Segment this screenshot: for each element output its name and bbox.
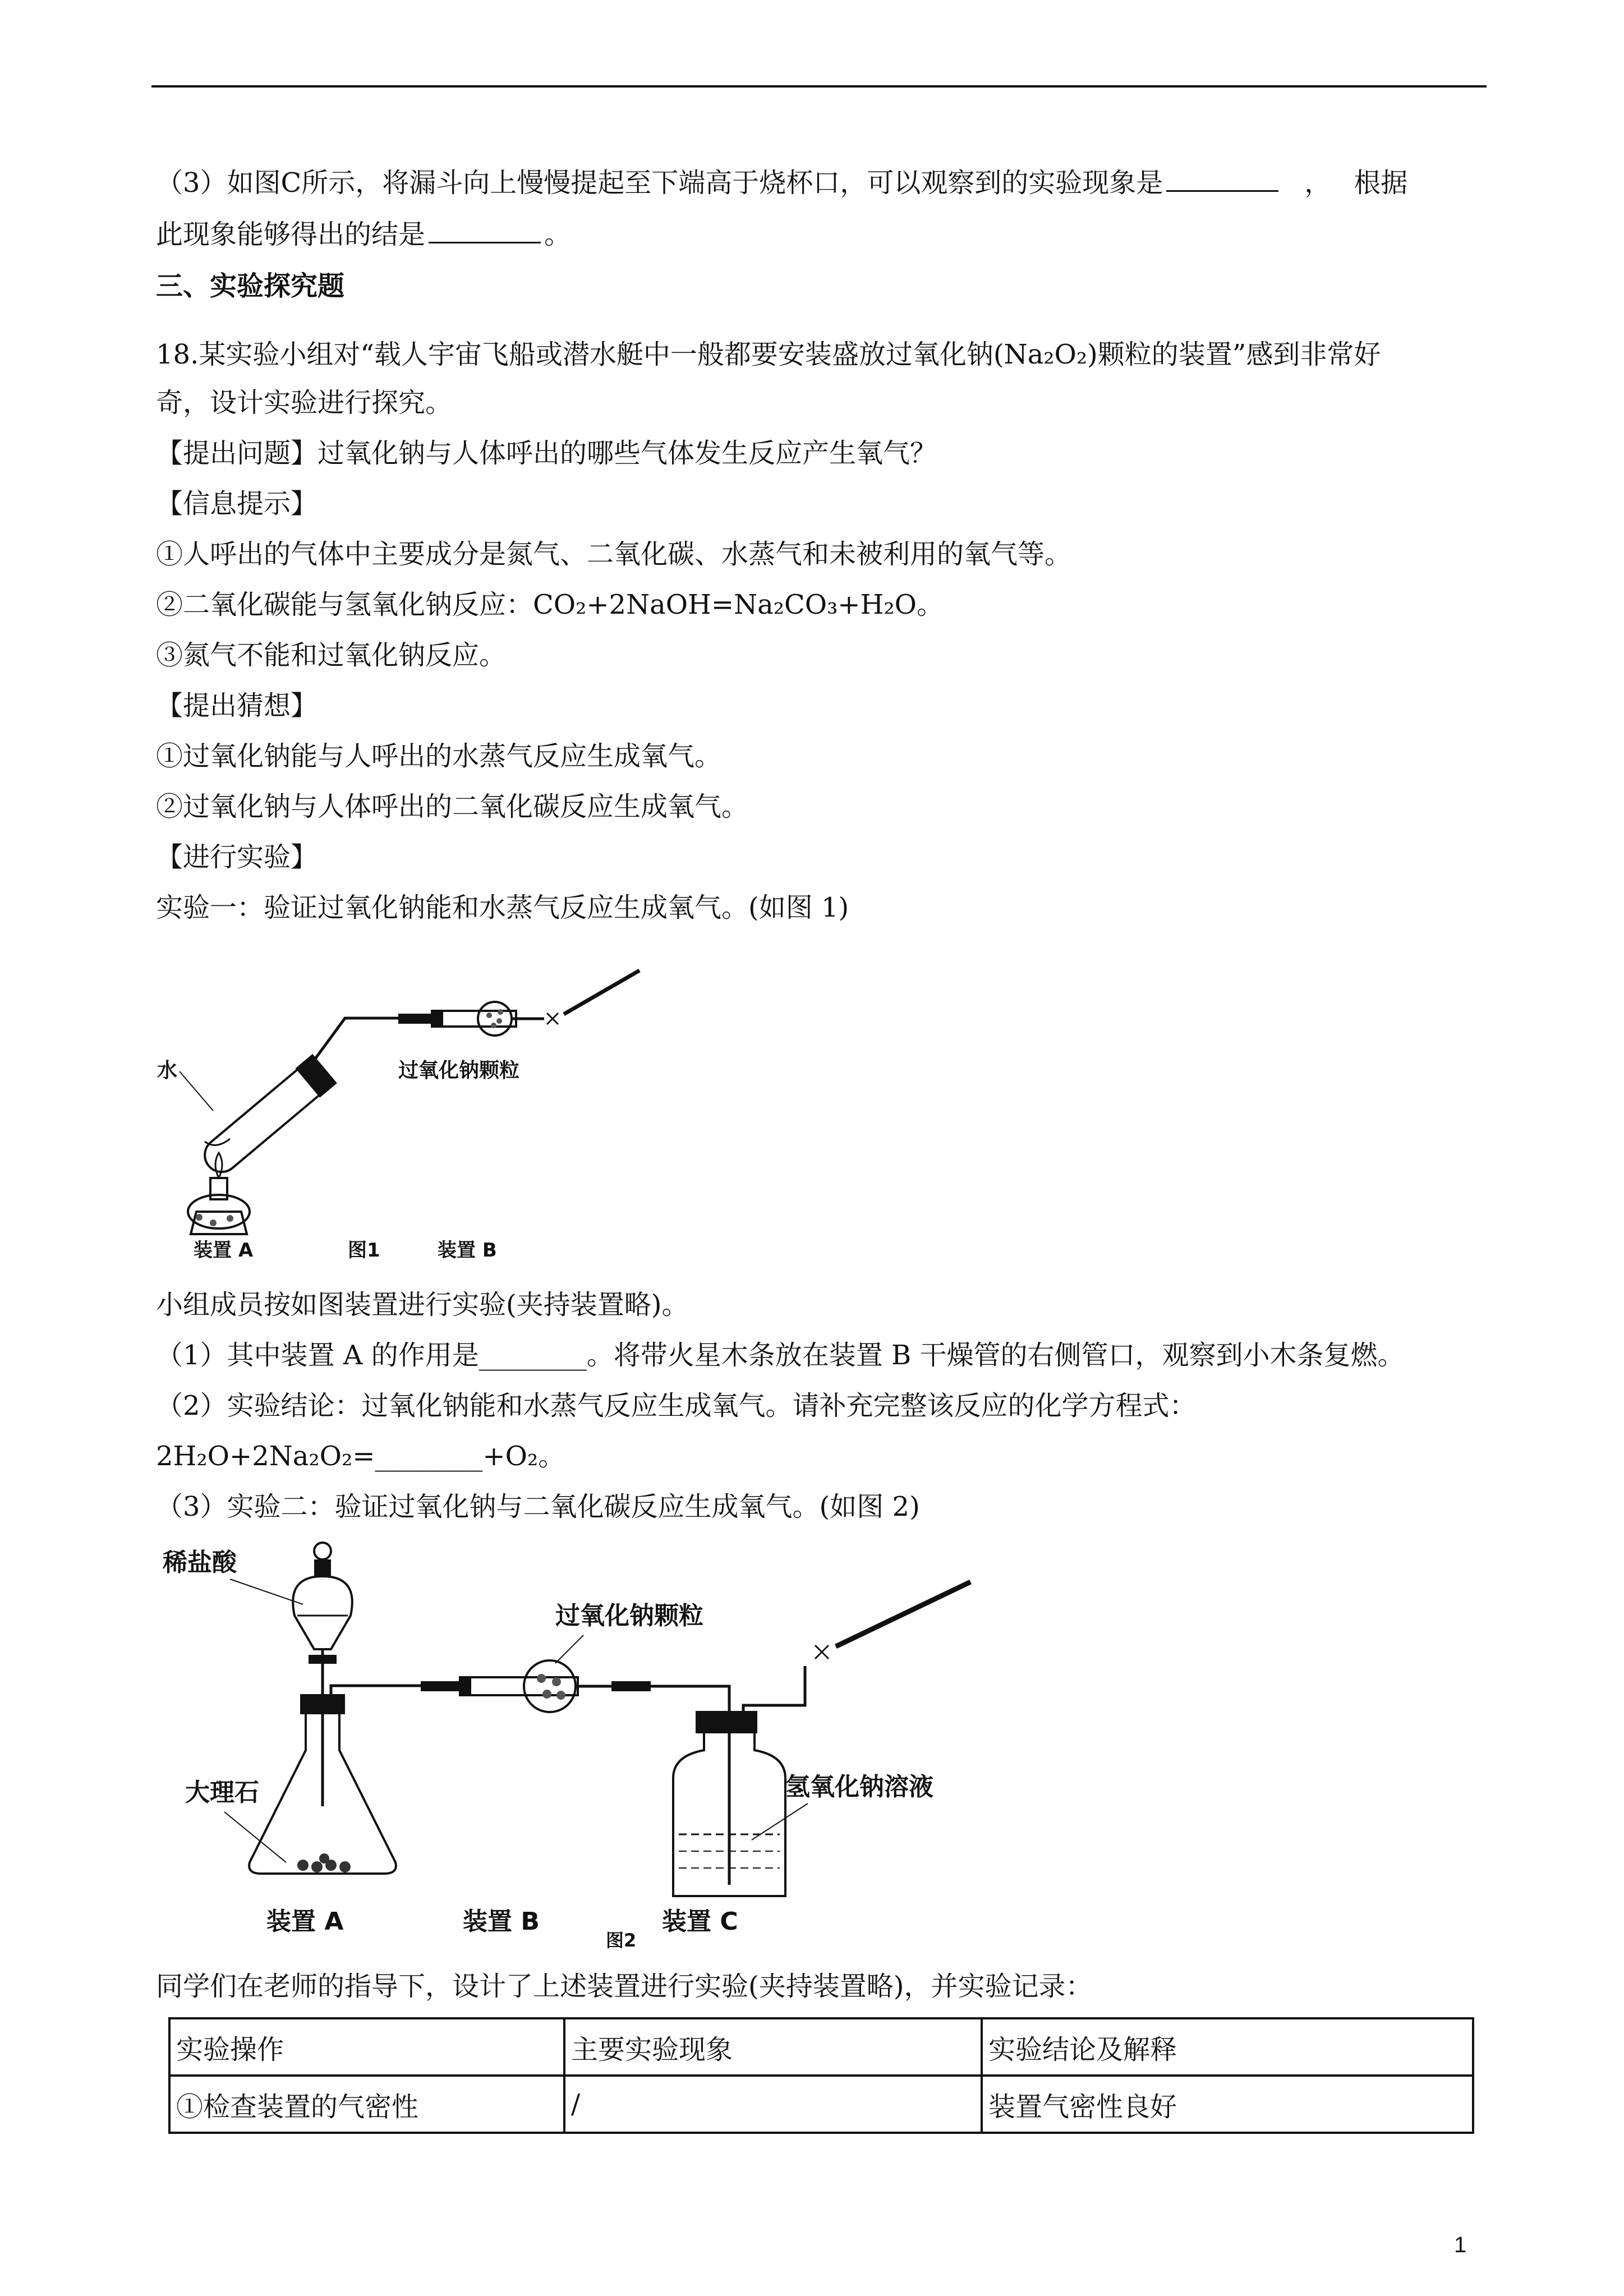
page-number: 1 — [1454, 2233, 1467, 2257]
q17-part3-text: （3）如图C所示，将漏斗向上慢慢提起至下端高于烧杯口，可以观察到的实验现象是 — [156, 167, 1163, 199]
flask-stopper — [300, 1694, 345, 1714]
table-header-cell: 实验结论及解释 — [982, 2018, 1473, 2076]
info-2: ②二氧化碳能与氢氧化钠反应：CO₂+2NaOH=Na₂CO₃+H₂O。 — [156, 589, 944, 620]
fig1-label-granules: 过氧化钠颗粒 — [398, 1059, 520, 1082]
figure-2-apparatus — [157, 1537, 987, 1963]
guess-1: ①过氧化钠能与人呼出的水蒸气反应生成氧气。 — [156, 740, 722, 772]
section-title: 三、实验探究题 — [156, 270, 345, 302]
rubber-connector — [421, 1681, 460, 1691]
q17-part3-text2: 此现象能够得出的结是 — [156, 219, 426, 250]
table-header-cell: 主要实验现象 — [564, 2018, 982, 2076]
stopper — [295, 1054, 337, 1098]
fig2-label-b: 装置 B — [463, 1907, 540, 1936]
record-line: 同学们在老师的指导下，设计了上述装置进行实验(夹持装置略)，并实验记录： — [156, 1971, 1093, 2002]
spark-icon — [547, 1013, 558, 1024]
wooden-splint — [836, 1582, 970, 1646]
info-1: ①人呼出的气体中主要成分是氮气、二氧化碳、水蒸气和未被利用的氧气等。 — [156, 539, 1072, 570]
period: 。 — [544, 219, 572, 250]
guess-title: 【提出猜想】 — [156, 690, 318, 721]
granule-bulb — [478, 1002, 512, 1036]
fig2-label-marble: 大理石 — [185, 1778, 259, 1807]
fig2-label-granules: 过氧化钠颗粒 — [555, 1602, 703, 1630]
part-2: （2）实验结论：过氧化钠能和水蒸气反应生成氧气。请补充完整该反应的化学方程式： — [156, 1390, 1197, 1421]
q18-intro-line1: 18.某实验小组对“载人宇宙飞船或潜水艇中一般都要安装盛放过氧化钠(Na₂O₂)颗粒的装置”感到非常好 — [156, 339, 1381, 370]
equation — [156, 1430, 1485, 1482]
spark-icon — [815, 1645, 829, 1659]
part-1-text-a: （1）其中装置 A 的作用是 — [156, 1340, 479, 1371]
info-title: 【信息提示】 — [156, 488, 318, 519]
part-1 — [156, 1329, 1485, 1381]
rubber-connector — [398, 1014, 432, 1024]
table-cell: 装置气密性良好 — [982, 2076, 1473, 2133]
answer-blank[interactable]: ________ — [479, 1340, 587, 1371]
header-rule — [151, 85, 1487, 88]
flame-icon — [215, 1153, 222, 1178]
part-1-text-b: 。将带火星木条放在装置 B 干燥管的右侧管口，观察到小木条复燃。 — [586, 1340, 1405, 1371]
table-cell: ①检查装置的气密性 — [169, 2076, 564, 2133]
answer-blank[interactable] — [429, 214, 541, 243]
q18-intro-line2: 奇，设计实验进行探究。 — [156, 387, 453, 418]
fig1-label-a: 装置 A — [194, 1239, 254, 1262]
exp-1: 实验一：验证过氧化钠能和水蒸气反应生成氧气。(如图 1) — [156, 892, 849, 923]
separatory-funnel — [293, 1576, 352, 1649]
bottle-stopper — [696, 1711, 757, 1733]
q17-part3-line2 — [156, 209, 1485, 260]
figure-1-apparatus — [151, 942, 656, 1268]
answer-blank[interactable]: ________ — [375, 1441, 483, 1472]
exp-title: 【进行实验】 — [156, 841, 318, 873]
table-header-row — [169, 2018, 1473, 2076]
fig2-label-a: 装置 A — [266, 1907, 344, 1936]
table-row — [169, 2076, 1473, 2133]
fig2-label-naoh: 氢氧化钠溶液 — [785, 1773, 933, 1801]
fig2-label-c: 装置 C — [662, 1907, 738, 1936]
granule-bulb — [524, 1660, 576, 1712]
fig1-label-water: 水 — [157, 1059, 178, 1082]
answer-blank[interactable] — [1166, 162, 1278, 192]
info-3: ③氮气不能和过氧化钠反应。 — [156, 639, 507, 671]
fig2-label-acid: 稀盐酸 — [163, 1548, 237, 1577]
q18-question: 【提出问题】过氧化钠与人体呼出的哪些气体发生反应产生氧气？ — [156, 438, 937, 469]
table-cell: / — [564, 2076, 982, 2133]
q17-part3-line1 — [156, 157, 1485, 209]
equation-rhs: +O₂。 — [482, 1441, 565, 1472]
table-header-cell: 实验操作 — [169, 2018, 564, 2076]
equation-lhs: 2H₂O+2Na₂O₂= — [156, 1441, 375, 1472]
fig1-label-fig: 图1 — [348, 1239, 380, 1262]
group-line: 小组成员按如图装置进行实验(夹持装置略)。 — [156, 1289, 689, 1320]
record-table — [168, 2017, 1474, 2134]
drying-tube — [432, 1011, 516, 1027]
q17-part3-text-end: 根据 — [1354, 167, 1408, 199]
comma: ， — [1304, 167, 1332, 199]
guess-2: ②过氧化钠与人体呼出的二氧化碳反应生成氧气。 — [156, 791, 749, 822]
wooden-splint — [564, 970, 640, 1014]
fig2-label-fig: 图2 — [606, 1930, 637, 1951]
fig1-label-b: 装置 B — [438, 1239, 497, 1262]
part-3: （3）实验二：验证过氧化钠与二氧化碳反应生成氧气。(如图 2) — [156, 1491, 920, 1522]
